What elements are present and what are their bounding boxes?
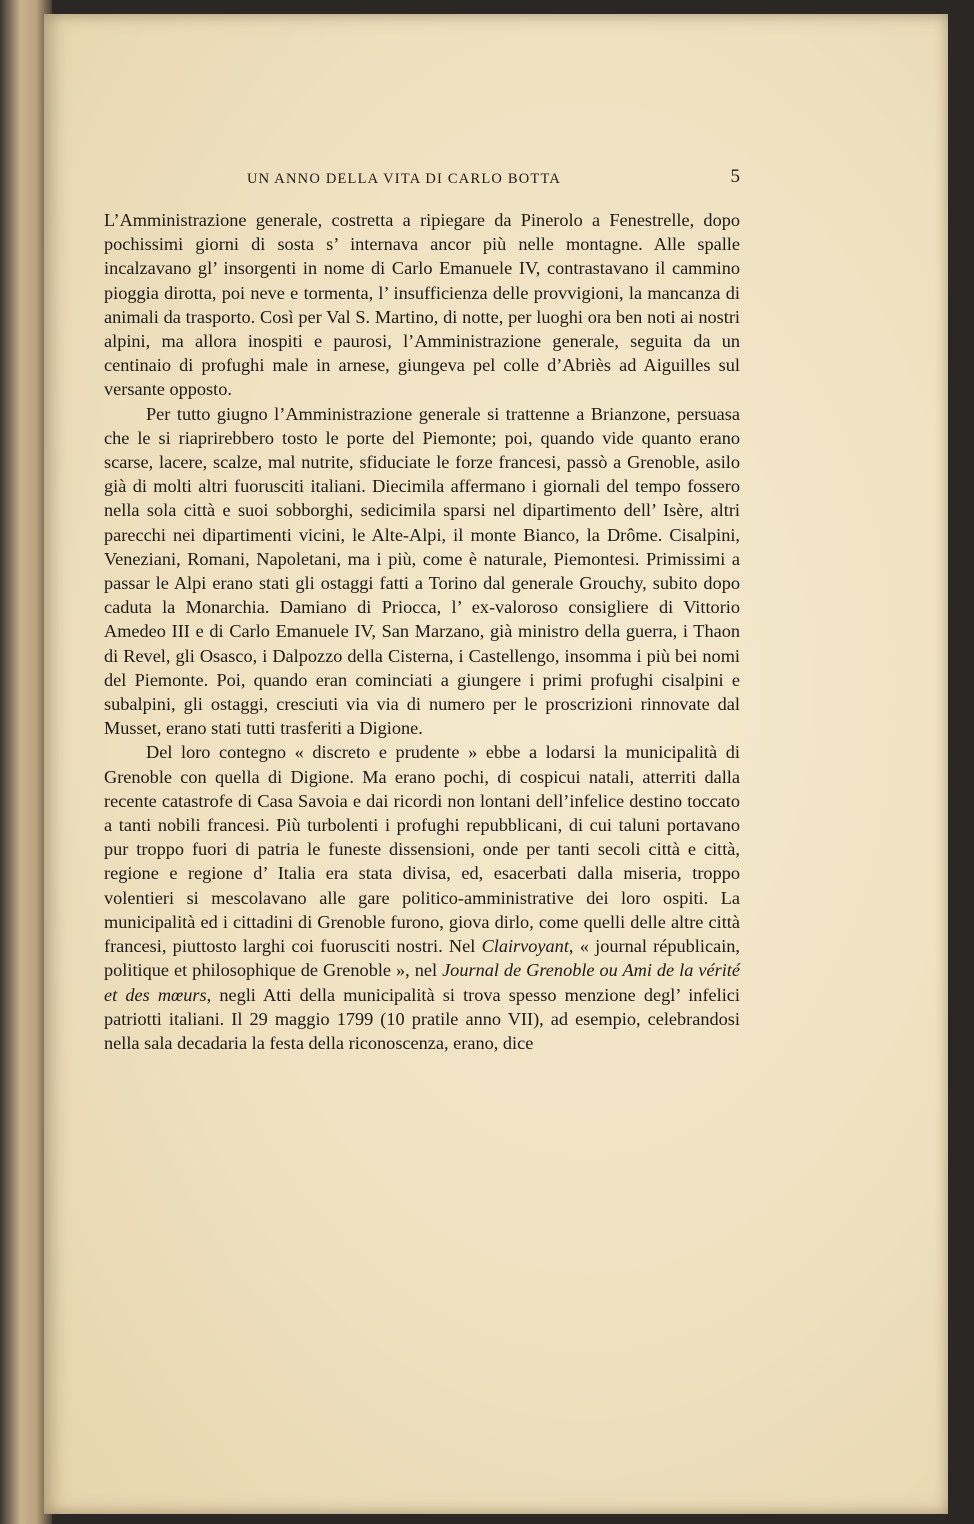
paragraph-3-text-1: Del loro contegno « discreto e prudente » ebbe a lodarsi la municipalità di Grenoble con quella di Digione. Ma erano pochi, di cospicui natali, atterriti dalla recente catastrofe di Casa Savoia e dai ricordi non lontani dell’infelice destino toccato a tanti nobili francesi. Più turbolenti i profughi repubblicani, di cui taluni portavano pur troppo fuori di patria le funeste dissensioni, onde per tanti secoli città e città, regione e regione d’ Italia era stata divisa, ed, esacerbati dalla miseria, troppo volentieri si mescolavano alle gare politico-amministrative dei loro ospiti. La municipalità ed i cittadini di Grenoble furono, giova dirlo, come quelli delle altre città francesi, piuttosto larghi coi fuorusciti nostri. Nel [104,742,740,957]
running-header [104,160,744,190]
page-number: 5 [730,166,740,187]
paragraph-3-text-3: , negli Atti della municipalità si trova spesso menzione degl’ infelici patriotti italiani. Il 29 maggio 1799 (10 pratile anno VII), ad esempio, celebrandosi nella sala decadaria la festa della riconoscenza, erano, dice [104,984,740,1053]
body-text [104,208,740,1055]
running-title: UN ANNO DELLA VITA DI CARLO BOTTA [246,171,562,187]
paragraph-3-text-2: , « journal républicain, politique et philosophique de Grenoble », nel [104,936,740,981]
newspaper-title-clairvoyant: Clairvoyant [481,936,569,957]
newspaper-title-journal-de-grenoble: Journal de Grenoble ou Ami de la vérité et des mœurs [104,960,740,1005]
paragraph-1: L’Amministrazione generale, costretta a ripiegare da Pinerolo a Fenestrelle, dopo pochissimi giorni di sosta s’ internava ancor più nelle montagne. Alle spalle incalzavano gl’ insorgenti in nome di Carlo Emanuele IV, contrastavano il cammino pioggia dirotta, poi neve e tormenta, l’ insufficienza delle provvigioni, la mancanza di animali da trasporto. Così per Val S. Martino, di notte, per luoghi ora ben noti ai nostri alpini, ma allora inospiti e paurosi, l’Amministrazione generale, seguita da un centinaio di profughi male in arnese, giungeva pel colle d’Abriès ad Aiguilles sul versante opposto. [104,210,740,400]
paragraph-3 [104,740,740,1055]
paragraph-2: Per tutto giugno l’Amministrazione generale si trattenne a Brianzone, persuasa che le si riaprirebbero tosto le porte del Piemonte; poi, quando vide quanto erano scarse, lacere, scalze, mal nutrite, sfiduciate le forze francesi, passò a Grenoble, asilo già di molti altri fuorusciti italiani. Diecimila affermano i giornali del tempo fossero nella sola città e suoi sobborghi, sedicimila sparsi nel dipartimento dell’ Isère, altri parecchi nei dipartimenti vicini, le Alte-Alpi, il monte Bianco, la Drôme. Cisalpini, Veneziani, Romani, Napoletani, ma i più, come è naturale, Piemontesi. Primissimi a passar le Alpi erano stati gli ostaggi fatti a Torino dal generale Grouchy, subito dopo caduta la Monarchia. Damiano di Priocca, l’ ex-valoroso consigliere di Vittorio Amedeo III e di Carlo Emanuele IV, San Marzano, già ministro della guerra, i Thaon di Revel, gli Osasco, i Dalpozzo della Cisterna, i Castellengo, insomma i più bei nomi del Piemonte. Poi, quando eran cominciati a giungere i primi profughi cisalpini e subalpini, gli ostaggi, cresciuti via via di numero per le proscrizioni rinnovate dal Musset, erano stati tutti trasferiti a Digione. [104,403,740,739]
